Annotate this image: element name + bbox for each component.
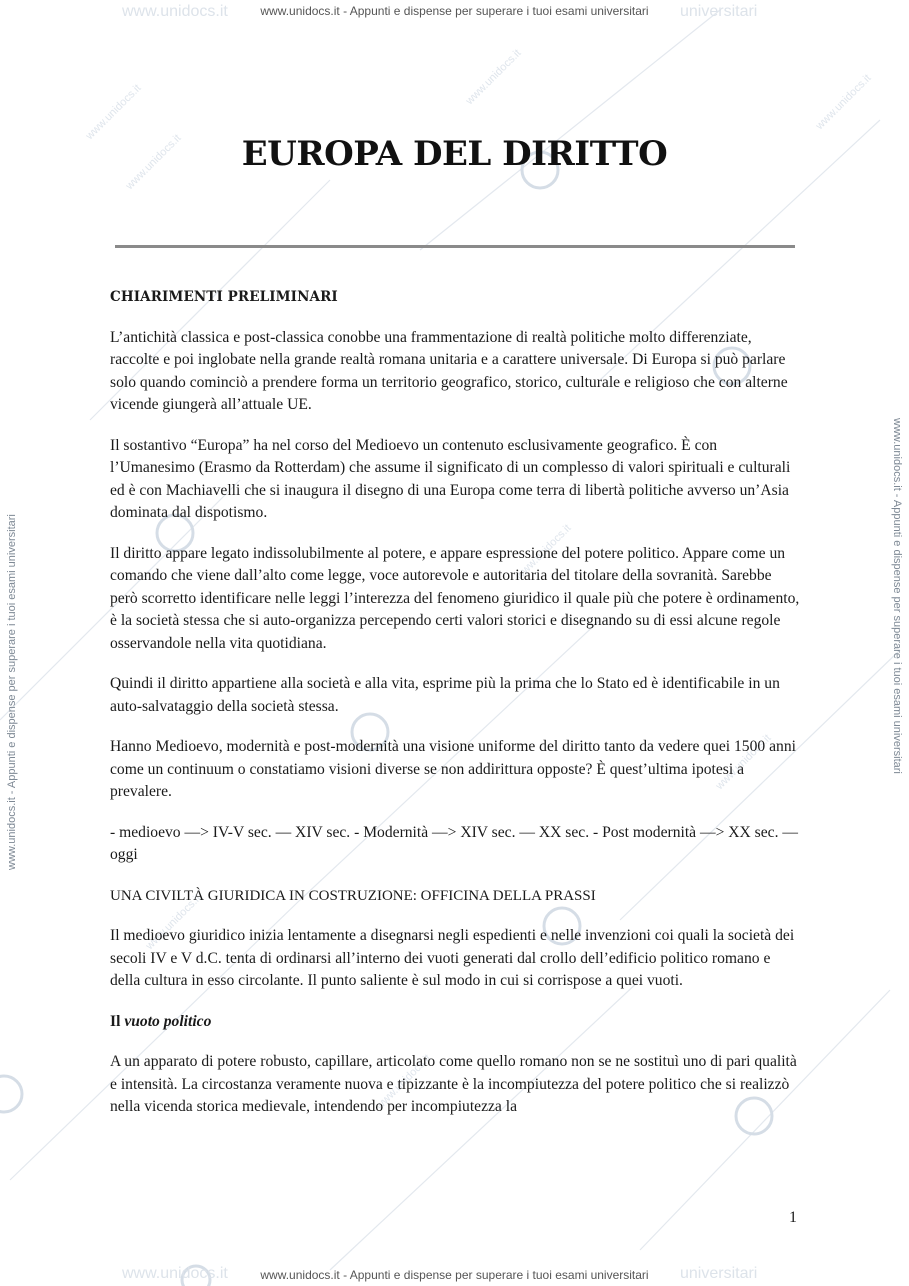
watermark-banner-top: www.unidocs.it - Appunti e dispense per superare i tuoi esami universitari	[260, 4, 649, 18]
watermark-side-left: www.unidocs.it - Appunti e dispense per superare i tuoi esami universitari	[6, 514, 18, 870]
svg-text:www.unidocs.it: www.unidocs.it	[373, 1052, 434, 1113]
paragraph-6-timeline: - medioevo —> IV-V sec. — XIV sec. - Modernità —> XIV sec. — XX sec. - Post modernità —> XX sec. — oggi	[110, 823, 798, 863]
svg-text:www.unidocs.it: www.unidocs.it	[123, 132, 184, 193]
subheading-vuoto-politico	[110, 1011, 800, 1034]
watermark-side-right: www.unidocs.it - Appunti e dispense per superare i tuoi esami universitari	[891, 418, 903, 774]
watermark-banner-bottom: www.unidocs.it - Appunti e dispense per superare i tuoi esami universitari	[260, 1268, 649, 1282]
svg-text:www.unidocs.it: www.unidocs.it	[463, 47, 524, 108]
paragraph-4: Quindi il diritto appartiene alla società e alla vita, esprime più la prima che lo Stato ed è identificabile in un auto-salvataggio della società stessa.	[110, 675, 780, 715]
watermark-ghost-left-bottom: www.unidocs.it	[122, 1265, 228, 1282]
paragraph-5: Hanno Medioevo, modernità e post-modernità una visione uniforme del diritto tanto da vedere quei 1500 anni come un continuum o constatiamo visioni diverse se non addirittura opposte? È quest’ultima ipotesi a prevalere.	[110, 738, 796, 800]
svg-text:www.unidocs.it: www.unidocs.it	[513, 522, 574, 583]
paragraph-2: Il sostantivo “Europa” ha nel corso del Medioevo un contenuto esclusivamente geografico. È con l’Umanesimo (Erasmo da Rotterdam) che assume il significato di un complesso di valori spirituali e culturali ed è con Machiavelli che si inaugura il disegno di una Europa come terra di libertà politiche avverso un’Asia dominata dal dispotismo.	[110, 436, 791, 521]
watermark-ghost-left: www.unidocs.it	[122, 3, 228, 20]
paragraph-8: A un apparato di potere robusto, capillare, articolato come quello romano non se ne sostituì uno di pari qualità e intensità. La circostanza veramente nuova e tipizzante è la incompiutezza del potere politico che si realizzò nella vicenda storica medievale, intendendo per incompiutezza la	[110, 1053, 797, 1115]
section-heading-civilta: UNA CIVILTÀ GIURIDICA IN COSTRUZIONE: OFFICINA DELLA PRASSI	[110, 887, 596, 904]
svg-text:www.unidocs.it: www.unidocs.it	[713, 732, 774, 793]
document-title: EUROPA DEL DIRITTO	[241, 134, 668, 174]
svg-text:www.unidocs.it: www.unidocs.it	[143, 892, 204, 953]
watermark-ghost-right-bottom: universitari	[680, 1265, 758, 1282]
subheading-emphasis: vuoto politico	[124, 1012, 212, 1030]
paragraph-7: Il medioevo giuridico inizia lentamente a disegnarsi negli espedienti e nelle invenzioni coi quali la società dei secoli IV e V d.C. tenta di ordinarsi all’interno dei vuoti generati dal crollo dell’edificio politico romano e della cultura in esso circolante. Il punto saliente è sul modo in cui si corrispose a quei vuoti.	[110, 927, 795, 989]
paragraph-3: Il diritto appare legato indissolubilmente al potere, e appare espressione del potere politico. Appare come un comando che viene dall’alto come legge, voce autorevole e autoritaria del titolare della sovranità. Sarebbe però scorretto identificare nelle leggi l’interezza del fenomeno giuridico il quale più che potere è ordinamento, è la società stessa che si auto-organizza percependo certi valori storici e disegnando su di essi alcune regole osservandole nella vita quotidiana.	[110, 544, 800, 652]
svg-text:www.unidocs.it: www.unidocs.it	[813, 72, 874, 133]
page-number: 1	[789, 1209, 797, 1226]
title-divider	[115, 245, 795, 248]
subheading-prefix: Il	[110, 1012, 121, 1030]
watermark-ghost-right: universitari	[680, 3, 758, 20]
paragraph-1: L’antichità classica e post-classica conobbe una frammentazione di realtà politiche molto differenziate, raccolte e poi inglobate nella grande realtà romana unitaria e a carattere universale. Di Europa si può parlare solo quando cominciò a prendere forma un territorio geografico, storico, culturale e religioso che con alterne vicende giungerà all’attuale UE.	[110, 328, 788, 413]
svg-text:www.unidocs.it: www.unidocs.it	[83, 82, 144, 143]
document-body	[110, 286, 800, 1137]
section-heading-preliminari: CHIARIMENTI PRELIMINARI	[110, 289, 338, 305]
